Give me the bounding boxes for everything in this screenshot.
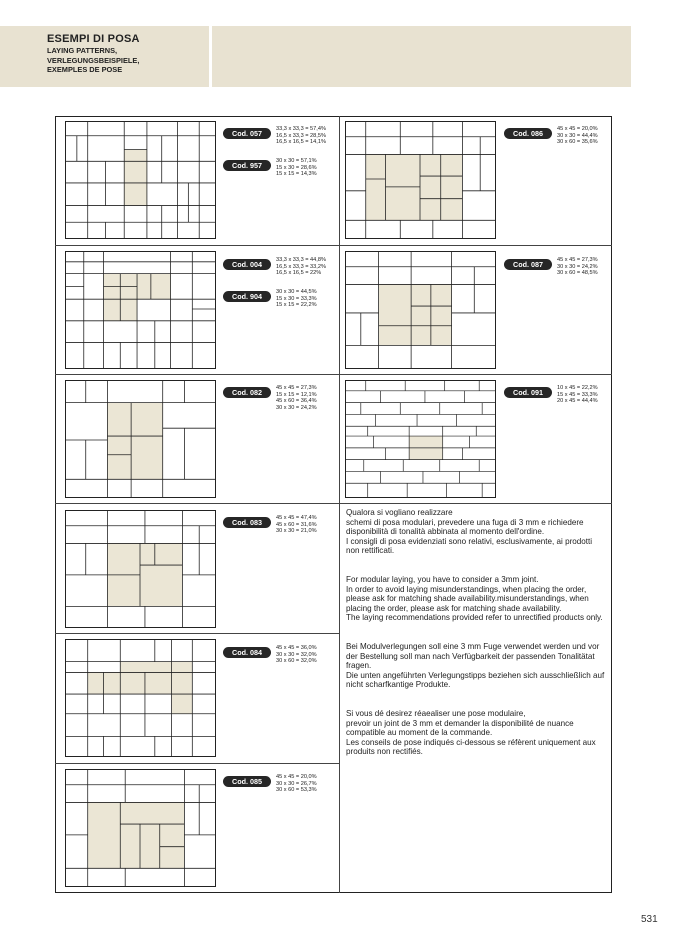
code-badge: Cod. 057: [223, 128, 271, 139]
pattern-diagram-087: [345, 251, 496, 369]
tile-mix: [276, 385, 317, 411]
mix-line: 15 x 15 = 22,2%: [276, 302, 317, 309]
mix-line: 45 x 60 = 36,4%: [276, 398, 317, 405]
mix-line: 30 x 60 = 35,6%: [557, 139, 598, 146]
code-badge: Cod. 082: [223, 387, 271, 398]
mix-line: 30 x 30 = 24,2%: [557, 263, 598, 270]
mix-line: 30 x 30 = 44,4%: [557, 132, 598, 139]
pattern-diagram-091: [345, 380, 496, 498]
tile-mix: [557, 126, 598, 146]
mix-line: 45 x 45 = 27,3%: [276, 385, 317, 391]
code-badge: Cod. 083: [223, 517, 271, 528]
mix-line: 30 x 30 = 44,5%: [276, 289, 317, 295]
mix-line: 33,3 x 33,3 = 44,8%: [276, 257, 326, 263]
page-subtitle: [47, 46, 139, 75]
page-number: 531: [641, 914, 658, 925]
mix-line: 10 x 45 = 22,2%: [557, 385, 598, 391]
mix-line: 30 x 60 = 53,3%: [276, 787, 317, 794]
tile-mix: [276, 289, 317, 309]
tile-mix: [276, 515, 317, 535]
code-badge: Cod. 091: [504, 387, 552, 398]
mix-line: 45 x 60 = 31,6%: [276, 521, 317, 528]
row-divider: [55, 763, 339, 764]
code-badge: Cod. 957: [223, 160, 271, 171]
row-divider: [55, 245, 612, 246]
mix-line: 30 x 30 = 21,0%: [276, 528, 317, 535]
pattern-diagram-082: [65, 380, 216, 498]
code-badge: Cod. 084: [223, 647, 271, 658]
code-badge: Cod. 086: [504, 128, 552, 139]
tile-mix: [276, 774, 317, 794]
subtitle-line: LAYING PATTERNS,: [47, 46, 118, 55]
row-divider: [55, 633, 339, 634]
note-french: Si vous dé desirez réaealiser une pose modulaire, prevoir un joint de 3 mm et demander la disponibilité de nuance compatible au moment de la commande. Les conseils de pose indiqués ci-dessous se réfèrent uniquement aux produits non rectifiés.: [346, 708, 596, 757]
mix-line: 15 x 15 = 14,3%: [276, 171, 317, 178]
mix-line: 30 x 30 = 24,2%: [276, 404, 317, 411]
mix-line: 30 x 30 = 32,0%: [276, 651, 317, 658]
mix-line: 30 x 60 = 32,0%: [276, 658, 317, 665]
mix-line: 20 x 45 = 44,4%: [557, 398, 598, 405]
mix-line: 16,5 x 16,5 = 22%: [276, 270, 322, 277]
mix-line: 30 x 30 = 26,7%: [276, 780, 317, 787]
code-badge: Cod. 087: [504, 259, 552, 270]
page-title: ESEMPI DI POSA: [47, 33, 140, 45]
mix-line: 45 x 45 = 20,0%: [276, 774, 317, 780]
pattern-diagram-085: [65, 769, 216, 887]
tile-mix: [276, 126, 326, 146]
row-divider: [55, 374, 612, 375]
note-german: Bei Modulverlegungen soll eine 3 mm Fuge verwendet werden und vor der Bestellung soll man nach Verfügbarkeit der passenden Tonalitätat fragen. Die unten angeführten Verlegungstipps beziehen sich ausschließlich auf nicht scharfkantige Produkte.: [346, 641, 605, 690]
tile-mix: [276, 257, 326, 277]
mix-line: 16,5 x 33,3 = 28,5%: [276, 132, 326, 139]
tile-mix: [557, 257, 598, 277]
pattern-diagram-086: [345, 121, 496, 239]
note-italian: Qualora si vogliano realizzare schemi di posa modulari, prevedere una fuga di 3 mm e richiedere disponibilità di tonalità abbinata al momento dell'ordine. I consigli di posa evidenziati sono relativi, esclusivamente, ai prodotti non rettificati.: [346, 508, 593, 556]
mix-line: 45 x 45 = 47,4%: [276, 515, 317, 521]
mix-line: 30 x 30 = 57,1%: [276, 158, 317, 164]
mix-line: 15 x 45 = 33,3%: [557, 391, 598, 398]
mix-line: 45 x 45 = 20,0%: [557, 126, 598, 132]
mix-line: 15 x 30 = 33,3%: [276, 295, 317, 302]
row-divider: [55, 503, 612, 504]
code-badge: Cod. 004: [223, 259, 271, 270]
tile-mix: [276, 158, 317, 178]
code-badge: Cod. 085: [223, 776, 271, 787]
mix-line: 15 x 15 = 12,1%: [276, 391, 317, 398]
mix-line: 16,5 x 16,5 = 14,1%: [276, 139, 326, 146]
subtitle-line: EXEMPLES DE POSE: [47, 65, 123, 75]
tile-mix: [557, 385, 598, 405]
column-divider: [339, 116, 340, 893]
mix-line: 45 x 45 = 36,0%: [276, 645, 317, 651]
note-english: For modular laying, you have to consider a 3mm joint. In order to avoid laying misunderstandings, when placing the order, please ask for matching shade availability.misunderstandings, when placing the order, please ask for matching shade availability. The laying recommendations provided refer to unrectified products only.: [346, 574, 603, 623]
laying-notes: [346, 508, 606, 776]
code-badge: Cod. 904: [223, 291, 271, 302]
mix-line: 15 x 30 = 28,6%: [276, 164, 317, 171]
pattern-diagram-084: [65, 639, 216, 757]
mix-line: 30 x 60 = 48,5%: [557, 270, 598, 277]
header-band: [212, 26, 631, 87]
pattern-diagram-057: [65, 121, 216, 239]
mix-line: 16,5 x 33,3 = 33,2%: [276, 263, 326, 270]
subtitle-line: VERLEGUNGSBEISPIELE,: [47, 55, 140, 65]
header-panel: [0, 26, 209, 87]
pattern-diagram-004: [65, 251, 216, 369]
mix-line: 33,3 x 33,3 = 57,4%: [276, 126, 326, 132]
pattern-diagram-083: [65, 510, 216, 628]
mix-line: 45 x 45 = 27,3%: [557, 257, 598, 263]
tile-mix: [276, 645, 317, 665]
